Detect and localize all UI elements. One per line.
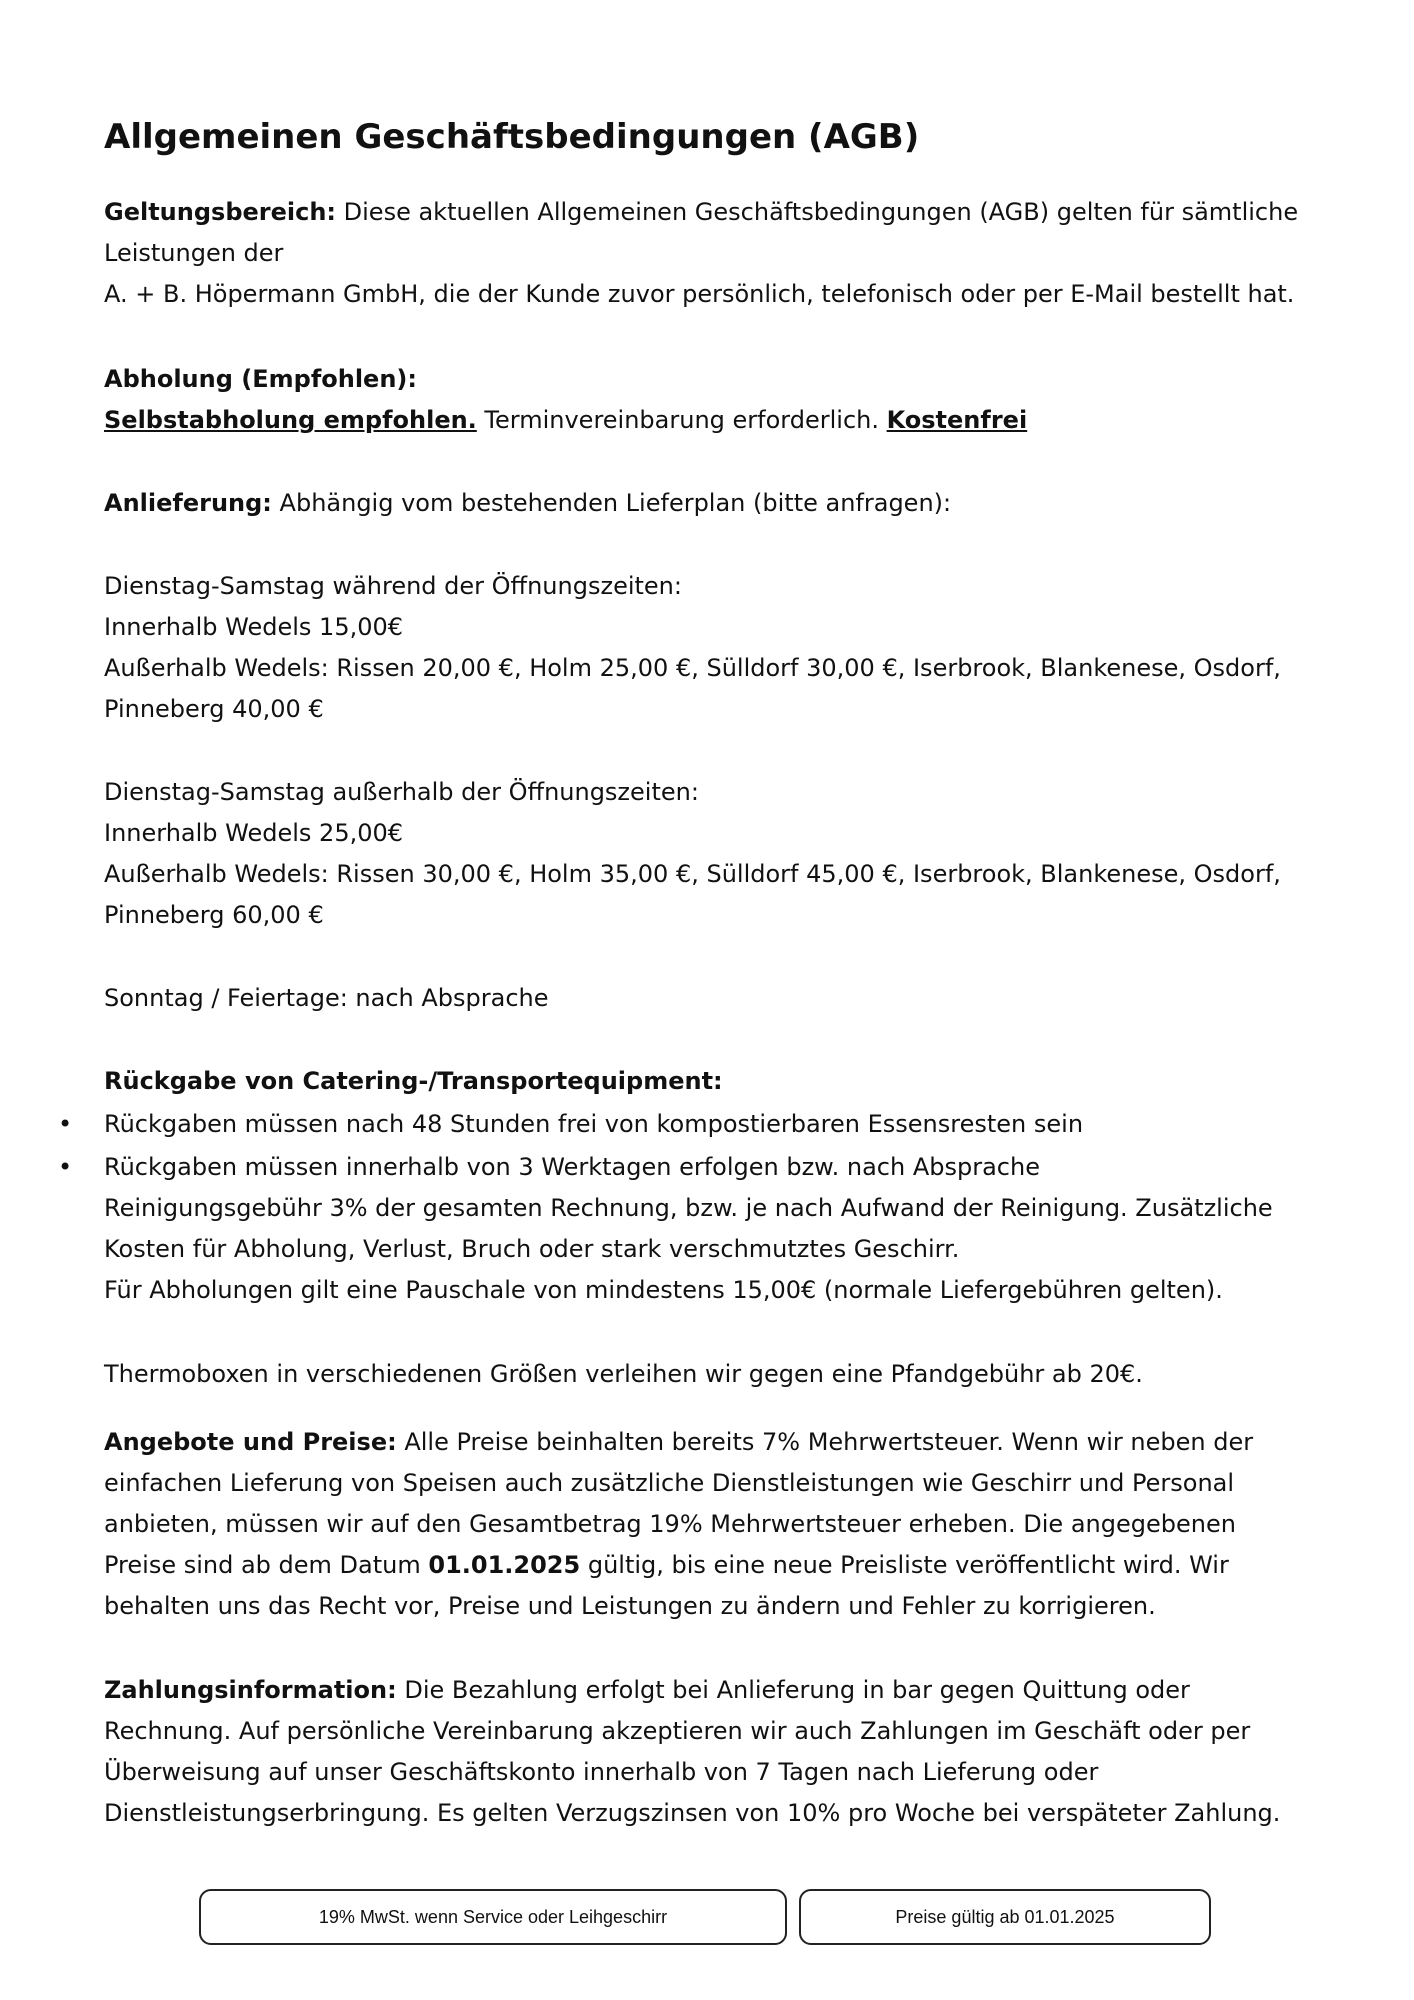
anlieferung-text: Abhängig vom bestehenden Lieferplan (bitte anfragen):: [271, 489, 952, 517]
zahlung-line-1: [104, 1670, 1190, 1711]
angebote-text-4a: Preise sind ab dem Datum: [104, 1551, 429, 1579]
bullet-text-2: Rückgaben müssen innerhalb von 3 Werktagen erfolgen bzw. nach Absprache: [104, 1153, 1040, 1181]
abholung-free: Kostenfrei: [886, 406, 1028, 434]
abholung-strong: Selbstabholung empfohlen.: [104, 406, 477, 434]
angebote-line-2: einfachen Lieferung von Speisen auch zusätzliche Dienstleistungen wie Geschirr und Personal: [104, 1469, 1235, 1497]
footer-box-vat: 19% MwSt. wenn Service oder Leihgeschirr: [199, 1889, 787, 1945]
angebote-text-1: Alle Preise beinhalten bereits 7% Mehrwertsteuer. Wenn wir neben der: [396, 1428, 1254, 1456]
rueckgabe-line-3: Für Abholungen gilt eine Pauschale von mindestens 15,00€ (normale Liefergebühren gelten).: [104, 1276, 1223, 1304]
block2-line-1: Dienstag-Samstag außerhalb der Öffnungszeiten:: [104, 778, 699, 806]
geltung-line-3: A. + B. Höpermann GmbH, die der Kunde zuvor persönlich, telefonisch oder per E-Mail bestellt hat.: [104, 280, 1295, 308]
page-title: Allgemeinen Geschäftsbedingungen (AGB): [104, 117, 920, 157]
angebote-date: 01.01.2025: [428, 1551, 581, 1579]
rueckgabe-line-1: Reinigungsgebühr 3% der gesamten Rechnung, bzw. je nach Aufwand der Reinigung. Zusätzliche: [104, 1194, 1273, 1222]
geltung-line-1: [104, 192, 1298, 233]
rueckgabe-line-2: Kosten für Abholung, Verlust, Bruch oder stark verschmutztes Geschirr.: [104, 1235, 960, 1263]
block2-line-4: Pinneberg 60,00 €: [104, 901, 324, 929]
zahlung-line-4: Dienstleistungserbringung. Es gelten Verzugszinsen von 10% pro Woche bei verspäteter Zahlung.: [104, 1799, 1281, 1827]
block1-line-2: Innerhalb Wedels 15,00€: [104, 613, 404, 641]
bullet-icon: •: [58, 1110, 73, 1138]
zahlung-label: Zahlungsinformation:: [104, 1676, 397, 1704]
block1-line-3: Außerhalb Wedels: Rissen 20,00 €, Holm 25,00 €, Sülldorf 30,00 €, Iserbrook, Blankenese, Osdorf,: [104, 654, 1281, 682]
angebote-label: Angebote und Preise:: [104, 1428, 397, 1456]
angebote-text-4b: gültig, bis eine neue Preisliste veröffentlicht wird. Wir: [580, 1551, 1229, 1579]
block2-line-3: Außerhalb Wedels: Rissen 30,00 €, Holm 35,00 €, Sülldorf 45,00 €, Iserbrook, Blankenese, Osdorf,: [104, 860, 1281, 888]
geltung-text-1: Diese aktuellen Allgemeinen Geschäftsbedingungen (AGB) gelten für sämtliche: [336, 198, 1299, 226]
abholung-label: Abholung (Empfohlen):: [104, 365, 417, 393]
list-item: [58, 1147, 1040, 1188]
anlieferung-line: [104, 483, 951, 524]
geltung-label: Geltungsbereich:: [104, 198, 337, 226]
thermo-line: Thermoboxen in verschiedenen Größen verleihen wir gegen eine Pfandgebühr ab 20€.: [104, 1360, 1143, 1388]
list-item: [58, 1104, 1084, 1145]
zahlung-line-3: Überweisung auf unser Geschäftskonto innerhalb von 7 Tagen nach Lieferung oder: [104, 1758, 1099, 1786]
block2-line-2: Innerhalb Wedels 25,00€: [104, 819, 404, 847]
footer-box-prices: Preise gültig ab 01.01.2025: [799, 1889, 1211, 1945]
block1-line-1: Dienstag-Samstag während der Öffnungszeiten:: [104, 572, 682, 600]
angebote-line-1: [104, 1422, 1253, 1463]
geltung-line-2: Leistungen der: [104, 239, 284, 267]
angebote-line-3: anbieten, müssen wir auf den Gesamtbetrag 19% Mehrwertsteuer erheben. Die angegebenen: [104, 1510, 1236, 1538]
zahlung-line-2: Rechnung. Auf persönliche Vereinbarung akzeptieren wir auch Zahlungen im Geschäft oder per: [104, 1717, 1251, 1745]
block1-line-4: Pinneberg 40,00 €: [104, 695, 324, 723]
sunday-line: Sonntag / Feiertage: nach Absprache: [104, 984, 549, 1012]
abholung-text: Terminvereinbarung erforderlich.: [476, 406, 887, 434]
bullet-text-1: Rückgaben müssen nach 48 Stunden frei von kompostierbaren Essensresten sein: [104, 1110, 1084, 1138]
angebote-line-4: [104, 1545, 1229, 1586]
rueckgabe-label: Rückgabe von Catering-/Transportequipment:: [104, 1067, 723, 1095]
zahlung-text-1: Die Bezahlung erfolgt bei Anlieferung in bar gegen Quittung oder: [396, 1676, 1190, 1704]
abholung-line: [104, 400, 1027, 441]
bullet-icon: •: [58, 1153, 73, 1181]
angebote-line-5: behalten uns das Recht vor, Preise und Leistungen zu ändern und Fehler zu korrigieren.: [104, 1592, 1156, 1620]
anlieferung-label: Anlieferung:: [104, 489, 272, 517]
